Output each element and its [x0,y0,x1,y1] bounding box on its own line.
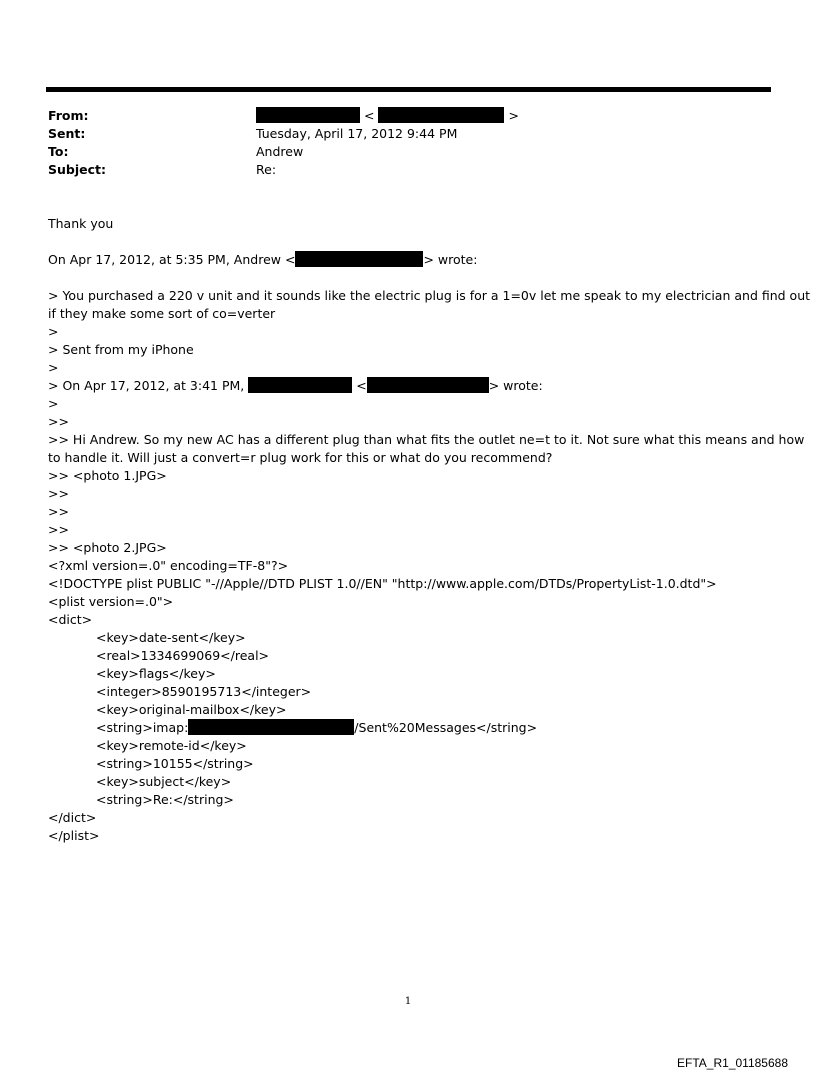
quote-line: > Sent from my iPhone [48,342,194,357]
bates-number: EFTA_R1_01185688 [677,1056,788,1070]
quote-line: > [48,396,59,411]
sent-label: Sent: [48,126,86,141]
plist-mailbox-prefix: <string>imap: [96,720,189,735]
attribution-text: > On Apr 17, 2012, at 3:41 PM, [48,378,245,393]
plist-line: <dict> [48,612,93,627]
plist-line [96,719,537,737]
quote-attribution [48,377,543,395]
plist-line: <!DOCTYPE plist PUBLIC "-//Apple//DTD PLIST 1.0//EN" "http://www.apple.com/DTDs/PropertyList-1.0.dtd"> [48,576,717,591]
reply-text: Thank you [48,216,114,231]
attribution-suffix: > wrote: [423,252,478,267]
attribution-suffix: > wrote: [488,378,543,393]
plist-line: <?xml version=.0" encoding=TF-8"?> [48,558,289,573]
quote-attribution [48,251,477,269]
redaction-box [378,107,504,123]
attribution-bracket: < [356,378,367,393]
plist-line: <real>1334699069</real> [96,648,270,663]
quote-line: to handle it. Will just a convert=r plug work for this or what do you recommend? [48,450,553,465]
header-rule [46,87,771,92]
sent-value: Tuesday, April 17, 2012 9:44 PM [256,126,458,141]
quote-line: >> [48,522,69,537]
quote-line: > [48,324,59,339]
plist-line: <key>subject</key> [96,774,232,789]
subject-value: Re: [256,162,277,177]
plist-line: <string>10155</string> [96,756,254,771]
to-value: Andrew [256,144,304,159]
quote-line: >> [48,504,69,519]
subject-label: Subject: [48,162,106,177]
redaction-box [248,377,352,393]
from-label: From: [48,108,89,123]
to-label: To: [48,144,69,159]
quote-line: >> [48,486,69,501]
redaction-box [295,251,423,267]
quote-line: >> <photo 1.JPG> [48,468,167,483]
plist-line: <string>Re:</string> [96,792,234,807]
redaction-box [367,377,489,393]
plist-line: <plist version=.0"> [48,594,174,609]
plist-line: <key>flags</key> [96,666,216,681]
quote-line: > You purchased a 220 v unit and it sounds like the electric plug is for a 1=0v let me speak to my electrician and find out [48,288,811,303]
from-close-bracket: > [508,108,519,123]
plist-line: </dict> [48,810,97,825]
quote-line: if they make some sort of co=verter [48,306,276,321]
quote-line: > [48,360,59,375]
plist-line: </plist> [48,828,100,843]
plist-line: <integer>8590195713</integer> [96,684,312,699]
from-value [256,107,519,125]
plist-line: <key>remote-id</key> [96,738,247,753]
plist-line: <key>date-sent</key> [96,630,246,645]
attribution-text: On Apr 17, 2012, at 5:35 PM, Andrew < [48,252,296,267]
redaction-box [256,107,360,123]
quote-line: >> <photo 2.JPG> [48,540,167,555]
page-number: 1 [404,996,412,1007]
quote-line: >> [48,414,69,429]
plist-line: <key>original-mailbox</key> [96,702,287,717]
quote-line: >> Hi Andrew. So my new AC has a different plug than what fits the outlet ne=t to it. Not sure what this means and how [48,432,805,447]
redaction-box [188,719,354,735]
plist-mailbox-suffix: /Sent%20Messages</string> [354,720,538,735]
from-open-bracket: < [363,108,375,123]
